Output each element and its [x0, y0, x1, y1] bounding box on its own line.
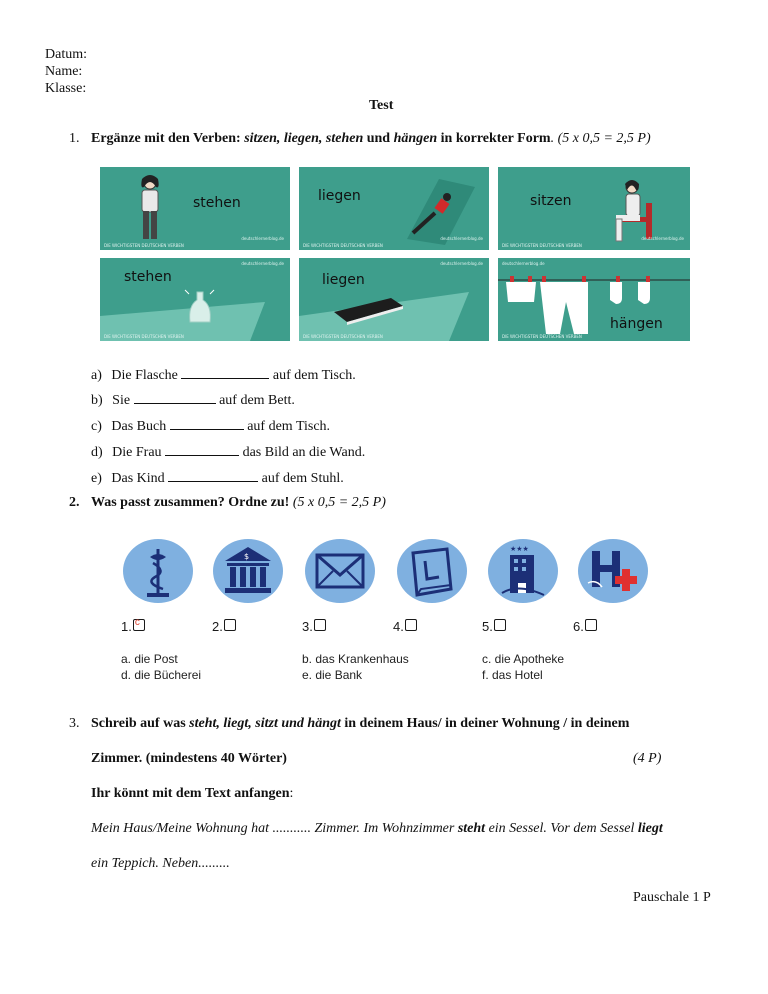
tile-site: deutschlernerblog.de: [241, 261, 284, 266]
page-title: Test: [369, 98, 394, 113]
option-f: f. das Hotel: [482, 668, 543, 682]
lying-person-icon: [387, 175, 477, 245]
answer-box[interactable]: [405, 619, 417, 631]
q1-verbs: sitzen, liegen, stehen: [244, 131, 364, 146]
q1-text-b: in korrekter Form: [437, 131, 551, 146]
q3-sample-line2: ein Teppich. Neben.........: [91, 856, 230, 871]
tile-footer: DIE WICHTIGSTEN DEUTSCHEN VERBEN: [303, 334, 383, 339]
pharmacy-icon: [123, 539, 193, 603]
answer-blank[interactable]: [134, 391, 216, 404]
option-c: c. die Apotheke: [482, 652, 565, 666]
tile-footer: DIE WICHTIGSTEN DEUTSCHEN VERBEN: [502, 243, 582, 248]
tile-stehen-bottle: [100, 258, 290, 341]
tile-footer: DIE WICHTIGSTEN DEUTSCHEN VERBEN: [502, 334, 582, 339]
q3-instruction: Schreib auf was steht, liegt, sitzt und hängt in deinem Haus/ in deiner Wohnung / in deinem: [91, 716, 630, 731]
tile-footer: DIE WICHTIGSTEN DEUTSCHEN VERBEN: [104, 243, 184, 248]
q1-item-d: d) Die Frau das Bild an die Wand.: [91, 445, 366, 460]
q1-instruction: [91, 131, 651, 147]
tile-haengen-laundry: [498, 258, 690, 341]
mail-envelope-icon: [305, 539, 375, 603]
match-number-6: 6.: [573, 619, 597, 634]
match-number-4: 4.: [393, 619, 417, 634]
q1-points: . (5 x 0,5 = 2,5 P): [550, 131, 651, 146]
q3-number: 3.: [69, 716, 80, 731]
q2-number: 2.: [69, 495, 80, 510]
option-b: b. das Krankenhaus: [302, 652, 409, 666]
q1-text-a: Ergänze mit den Verben:: [91, 131, 245, 146]
tile-site: deutschlernerblog.de: [440, 236, 483, 241]
match-number-3: 3.: [302, 619, 326, 634]
q3-points: (4 P): [633, 751, 662, 766]
name-label: Name:: [45, 64, 83, 79]
q1-number: 1.: [69, 131, 80, 146]
hotel-building-icon: [488, 539, 558, 603]
q2-text: Was passt zusammen? Ordne zu!: [91, 495, 290, 510]
date-label: Datum:: [45, 47, 87, 62]
class-label: Klasse:: [45, 81, 87, 96]
tile-stehen-woman: [100, 167, 290, 250]
answer-blank[interactable]: [181, 366, 269, 379]
tile-sitzen-woman: [498, 167, 690, 250]
match-number-1: 1. c: [121, 619, 145, 634]
answer-box[interactable]: [133, 619, 145, 631]
option-a: a. die Post: [121, 652, 178, 666]
filled-answer: c: [134, 617, 140, 628]
tile-word: stehen: [193, 195, 241, 211]
tile-site: deutschlernerblog.de: [641, 236, 684, 241]
tile-word: liegen: [322, 272, 365, 288]
answer-box[interactable]: [494, 619, 506, 631]
q1-verb-last: hängen: [393, 131, 438, 146]
q3-line2: Zimmer. (mindestens 40 Wörter): [91, 751, 287, 766]
svg-text:$: $: [244, 552, 250, 561]
bottle-on-table-icon: [100, 278, 290, 341]
q1-item-e: e) Das Kind auf dem Stuhl.: [91, 471, 344, 486]
q2-points: (5 x 0,5 = 2,5 P): [289, 495, 386, 510]
header-block: [45, 46, 87, 97]
tile-footer: DIE WICHTIGSTEN DEUTSCHEN VERBEN: [104, 334, 184, 339]
q1-item-a: a) Die Flasche auf dem Tisch.: [91, 368, 356, 383]
tile-word: sitzen: [530, 193, 572, 209]
answer-blank[interactable]: [165, 443, 239, 456]
tile-liegen-person: [299, 167, 489, 250]
tile-footer: DIE WICHTIGSTEN DEUTSCHEN VERBEN: [303, 243, 383, 248]
tile-word: hängen: [610, 316, 663, 332]
answer-blank[interactable]: [168, 469, 258, 482]
footer-points: Pauschale 1 P: [633, 890, 711, 905]
tile-site: deutschlernerblog.de: [241, 236, 284, 241]
q2-instruction: [91, 495, 386, 511]
tile-site: deutschlernerblog.de: [440, 261, 483, 266]
q1-item-c: c) Das Buch auf dem Tisch.: [91, 419, 331, 434]
library-book-icon: [397, 539, 467, 603]
book-on-table-icon: [299, 286, 489, 341]
tile-liegen-book: [299, 258, 489, 341]
tile-word: liegen: [318, 188, 361, 204]
answer-box[interactable]: [224, 619, 236, 631]
q3-sample-line1: Mein Haus/Meine Wohnung hat ........... Zimmer. Im Wohnzimmer steht ein Sessel. Vor dem Sessel liegt: [91, 821, 663, 836]
hospital-icon: [578, 539, 648, 603]
match-number-2: 2.: [212, 619, 236, 634]
tile-site: deutschlernerblog.de: [502, 261, 545, 266]
tile-word: stehen: [124, 269, 172, 285]
svg-text:★★★: ★★★: [510, 545, 529, 553]
option-e: e. die Bank: [302, 668, 363, 682]
answer-box[interactable]: [314, 619, 326, 631]
match-number-5: 5.: [482, 619, 506, 634]
verb-image-grid: [100, 167, 690, 341]
q3-verbs: steht, liegt, sitzt und hängt: [189, 716, 341, 731]
q3-start-label: Ihr könnt mit dem Text anfangen:: [91, 786, 294, 801]
bank-icon: [213, 539, 283, 603]
standing-woman-icon: [130, 173, 170, 243]
answer-blank[interactable]: [170, 417, 244, 430]
q1-text-and: und: [363, 131, 394, 146]
answer-box[interactable]: [585, 619, 597, 631]
option-d: d. die Bücherei: [121, 668, 202, 682]
q1-item-b: b) Sie auf dem Bett.: [91, 393, 295, 408]
